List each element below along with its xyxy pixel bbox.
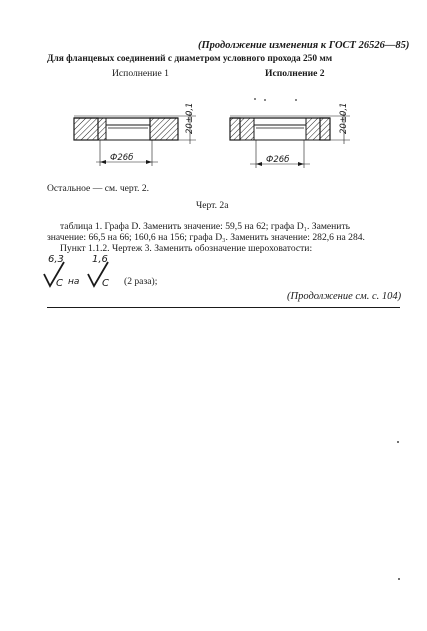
body-line-2: значение: 66,5 на 66; 160,6 на 156; графа D₃. Заменить значение: 282,6 на 284.: [47, 232, 365, 243]
body-line-1: таблица 1. Графа D. Заменить значение: 59,5 на 62; графа D₁. Заменить: [60, 221, 351, 232]
svg-text:С: С: [56, 278, 63, 289]
continuation-header: (Продолжение изменения к ГОСТ 26526—85): [198, 40, 410, 51]
svg-text:6,3: 6,3: [48, 254, 64, 265]
diameter-dim-right: [266, 152, 306, 166]
svg-text:С: С: [102, 278, 109, 289]
variant-1-label: Исполнение 1: [112, 68, 169, 79]
stray-dot: [397, 441, 399, 443]
rest-note: Остальное — см. черт. 2.: [47, 183, 150, 194]
height-dim-left: [183, 86, 195, 136]
footer-rule: [47, 307, 400, 308]
body-line-3: Пункт 1.1.2. Чертеж 3. Заменить обозначение шероховатости:: [60, 243, 313, 254]
svg-text:20±0,1: 20±0,1: [185, 102, 195, 134]
svg-text:20±0,1: 20±0,1: [339, 102, 349, 134]
svg-text:Ф26б: Ф26б: [266, 155, 290, 165]
continuation-footer: (Продолжение см. с. 104): [287, 291, 402, 302]
diameter-dim-left: [110, 150, 150, 164]
svg-text:1,6: 1,6: [92, 254, 108, 265]
intro-line: Для фланцевых соединений с диаметром условного прохода 250 мм: [47, 54, 333, 64]
svg-text:Ф26б: Ф26б: [110, 153, 134, 163]
figure-caption: Черт. 2а: [196, 200, 229, 211]
height-dim-right: [337, 86, 349, 136]
roughness-times: (2 раза);: [124, 276, 158, 287]
variant-2-label: Исполнение 2: [265, 68, 325, 79]
stray-dot: [398, 578, 400, 580]
svg-text:на: на: [68, 277, 80, 287]
